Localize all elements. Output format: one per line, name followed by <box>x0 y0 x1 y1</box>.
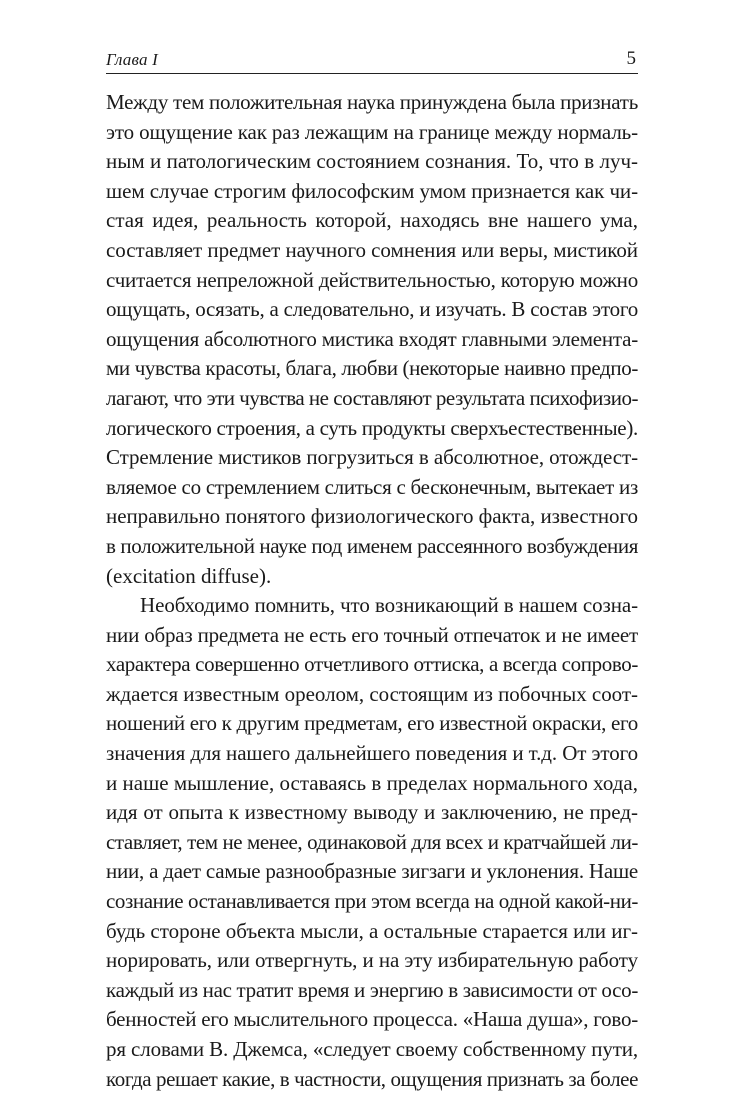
text-line: лагают, что эти чувства не составляют результата психофизио- <box>106 385 638 410</box>
text-line: нии образ предмета не есть его точный отпечаток и не имеет <box>106 622 638 647</box>
text-line: нии, а дает самые разнообразные зигзаги и уклонения. Наше <box>106 859 639 884</box>
text-line: бенностей его мыслительного процесса. «Наша душа», гово- <box>106 1007 638 1032</box>
text-line: сознание останавливается при этом всегда на одной какой-ни- <box>106 889 638 914</box>
paragraph <box>106 591 638 1094</box>
text-line: когда решает какие, в частности, ощущения признать за более <box>106 1066 638 1091</box>
text-line: норировать, или отвергнуть, и на эту избирательную работу <box>106 948 638 973</box>
text-line: характера совершенно отчетливого оттиска, а всегда сопрово- <box>106 652 638 677</box>
text-line: логического строения, а суть продукты сверхъестественные). <box>106 415 638 440</box>
text-line: идя от опыта к известному выводу и заключению, не пред- <box>106 800 638 825</box>
text-line: ощущать, осязать, а следовательно, и изучать. В состав этого <box>106 297 639 322</box>
text-line: ощущения абсолютного мистика входят главными элемента- <box>106 326 638 351</box>
text-line: вляемое со стремлением слиться с бесконечным, вытекает из <box>106 474 638 499</box>
text-line: будь стороне объекта мысли, а остальные старается или иг- <box>106 918 638 943</box>
text-line: Стремление мистиков погрузиться в абсолютное, отождест- <box>106 445 638 470</box>
text-line: неправильно понятого физиологического факта, известного <box>106 504 638 529</box>
text-line: составляет предмет научного сомнения или веры, мистикой <box>106 237 638 262</box>
paragraph <box>106 88 638 591</box>
text-line: это ощущение как раз лежащим на границе между нормаль- <box>106 119 638 144</box>
chapter-title: Глава I <box>106 50 158 69</box>
text-line: значения для нашего дальнейшего поведения и т.д. От этого <box>106 741 638 766</box>
text-line: шем случае строгим философским умом признается как чи- <box>106 178 638 203</box>
body-text <box>106 88 638 1094</box>
text-line: и наше мышление, оставаясь в пределах нормального хода, <box>106 770 638 795</box>
text-line: Между тем положительная наука принуждена была признать <box>106 90 638 114</box>
text-line: ря словами В. Джемса, «следует своему собственному пути, <box>106 1037 638 1061</box>
text-line: ми чувства красоты, блага, любви (некоторые наивно предпо- <box>106 356 638 381</box>
text-line: каждый из нас тратит время и энергию в зависимости от осо- <box>106 977 638 1002</box>
text-line: в положительной науке под именем рассеянного возбуждения <box>106 533 638 558</box>
text-line: ношений его к другим предметам, его известной окраски, его <box>106 711 638 736</box>
text-line: Необходимо помнить, что возникающий в нашем созна- <box>140 593 638 618</box>
page-number: 5 <box>626 48 636 69</box>
text-line: (excitation diffuse). <box>106 563 272 588</box>
text-line: ставляет, тем не менее, одинаковой для всех и кратчайшей ли- <box>106 829 638 854</box>
text-line: стая идея, реальность которой, находясь вне нашего ума, <box>106 208 638 233</box>
running-header <box>106 44 638 74</box>
text-line: считается непреложной действительностью, которую можно <box>106 267 638 292</box>
text-line: ждается известным ореолом, состоящим из побочных соот- <box>106 681 638 706</box>
text-line: ным и патологическим состоянием сознания. То, что в луч- <box>106 149 638 174</box>
book-page <box>106 44 638 1094</box>
